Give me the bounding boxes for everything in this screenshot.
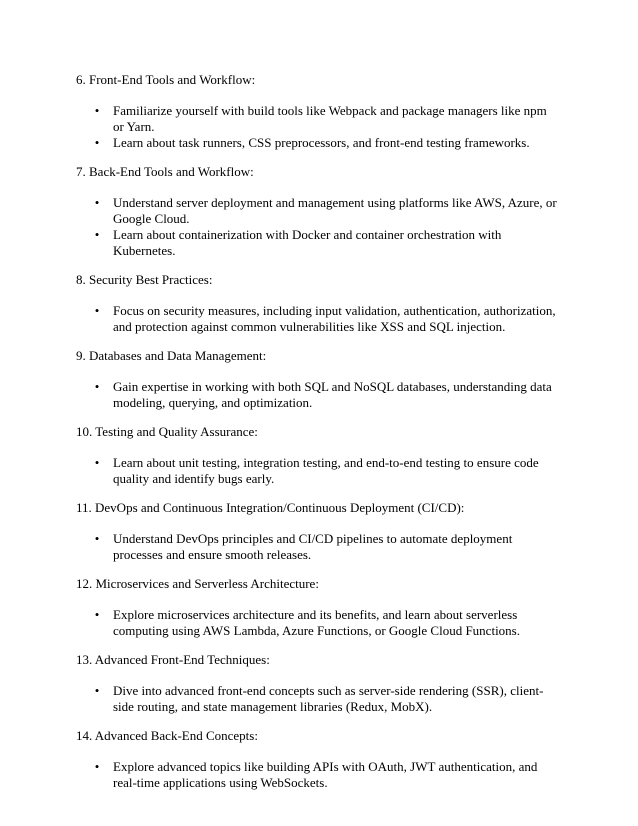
bullet-icon: •: [94, 103, 100, 118]
bullet-list-8: [76, 303, 570, 335]
bullet-list-11: [76, 531, 570, 563]
section-heading-12: 12. Microservices and Serverless Architecture:: [76, 576, 319, 591]
bullet-icon: •: [94, 135, 100, 150]
bullet-item: [76, 303, 560, 335]
section-heading-8: 8. Security Best Practices:: [76, 272, 213, 287]
bullet-text: Learn about task runners, CSS preprocessors, and front-end testing frameworks.: [113, 135, 530, 150]
bullet-list-6: [76, 103, 570, 151]
bullet-icon: •: [94, 683, 100, 698]
bullet-text: Familiarize yourself with build tools like Webpack and package managers like npm or Yarn.: [113, 103, 547, 134]
bullet-icon: •: [94, 759, 100, 774]
bullet-text: Gain expertise in working with both SQL and NoSQL databases, understanding data modeling, querying, and optimization.: [113, 379, 552, 410]
section-heading-9: 9. Databases and Data Management:: [76, 348, 267, 363]
bullet-icon: •: [94, 303, 100, 318]
section-heading-11: 11. DevOps and Continuous Integration/Continuous Deployment (CI/CD):: [76, 500, 465, 515]
bullet-icon: •: [94, 195, 100, 210]
bullet-item: [76, 227, 560, 259]
bullet-icon: •: [94, 531, 100, 546]
bullet-icon: •: [94, 227, 100, 242]
bullet-item: [76, 759, 560, 791]
section-heading-14: 14. Advanced Back-End Concepts:: [76, 728, 258, 743]
bullet-text: Learn about containerization with Docker and container orchestration with Kubernetes.: [113, 227, 502, 258]
bullet-item: [76, 195, 560, 227]
bullet-item: [76, 455, 560, 487]
section-heading-13: 13. Advanced Front-End Techniques:: [76, 652, 270, 667]
bullet-text: Explore microservices architecture and its benefits, and learn about serverless computing using AWS Lambda, Azure Functions, or Google Cloud Functions.: [113, 607, 520, 638]
bullet-text: Understand server deployment and management using platforms like AWS, Azure, or Google Cloud.: [113, 195, 557, 226]
bullet-list-9: [76, 379, 570, 411]
bullet-item: [76, 531, 560, 563]
bullet-list-10: [76, 455, 570, 487]
bullet-list-14: [76, 759, 570, 791]
bullet-item: [76, 103, 560, 135]
bullet-icon: •: [94, 607, 100, 622]
bullet-text: Learn about unit testing, integration testing, and end-to-end testing to ensure code quality and identify bugs early.: [113, 455, 539, 486]
bullet-item: [76, 683, 560, 715]
bullet-list-7: [76, 195, 570, 259]
bullet-list-13: [76, 683, 570, 715]
document-content: [76, 72, 570, 804]
bullet-list-12: [76, 607, 570, 639]
bullet-text: Understand DevOps principles and CI/CD pipelines to automate deployment processes and ensure smooth releases.: [113, 531, 513, 562]
bullet-item: [76, 135, 560, 151]
bullet-item: [76, 607, 560, 639]
bullet-text: Dive into advanced front-end concepts such as server-side rendering (SSR), client-side routing, and state management libraries (Redux, MobX).: [113, 683, 544, 714]
bullet-icon: •: [94, 379, 100, 394]
section-heading-7: 7. Back-End Tools and Workflow:: [76, 164, 254, 179]
section-heading-6: 6. Front-End Tools and Workflow:: [76, 72, 256, 87]
bullet-item: [76, 379, 560, 411]
bullet-icon: •: [94, 455, 100, 470]
bullet-text: Focus on security measures, including input validation, authentication, authorization, and protection against common vulnerabilities like XSS and SQL injection.: [113, 303, 556, 334]
bullet-text: Explore advanced topics like building APIs with OAuth, JWT authentication, and real-time applications using WebSockets.: [113, 759, 538, 790]
section-heading-10: 10. Testing and Quality Assurance:: [76, 424, 258, 439]
